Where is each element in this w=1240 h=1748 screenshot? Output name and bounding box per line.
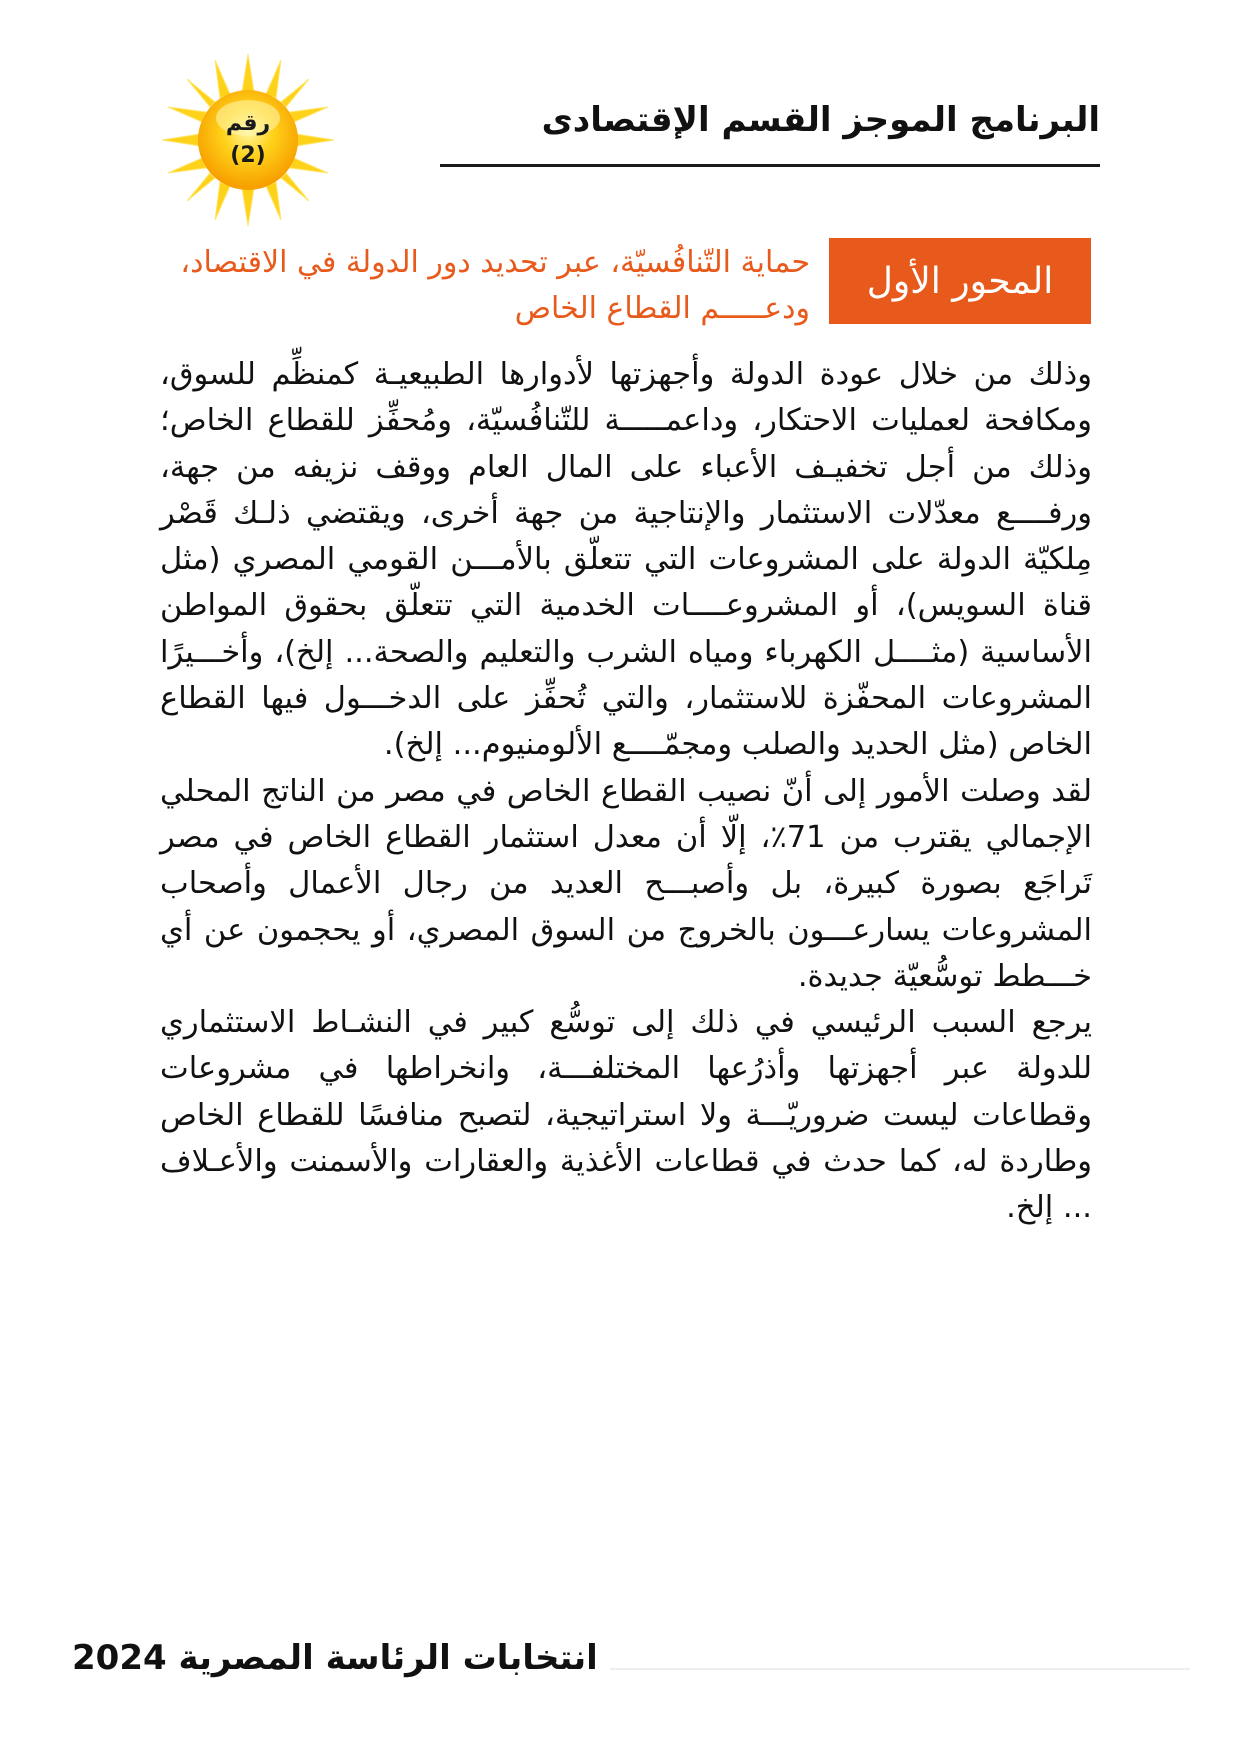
page-title: البرنامج الموجز القسم الإقتصادى: [541, 100, 1100, 140]
badge-number: (2): [230, 143, 266, 168]
body-text: [160, 352, 1092, 1232]
footer-divider: [610, 1668, 1190, 1670]
badge-label: رقم: [225, 111, 271, 136]
paragraph: يرجع السبب الرئيسي في ذلك إلى توسُّع كبير في النشـاط الاستثماري للدولة عبر أجهزتها وأذرُعها المختلفـــة، وانخراطها في مشروعات وقطاعات ليست ضروريّـــة ولا استراتيجية، لتصبح منافسًا للقطاع الخاص وطاردة له، كما حدث في قطاعات الأغذية والعقارات والأسمنت والأعـلاف ... إلخ.: [160, 1005, 1092, 1226]
paragraph: لقد وصلت الأمور إلى أنّ نصيب القطاع الخاص في مصر من الناتج المحلي الإجمالي يقترب من 71٪، إلّا أن معدل استثمار القطاع الخاص في مصر تَراجَع بصورة كبيرة، بل وأصبـــح العديد من رجال الأعمال وأصحاب المشروعات يسارعـــون بالخروج من السوق المصري، أو يحجمون عن أي خـــطط توسُّعيّة جديدة.: [160, 773, 1092, 994]
paragraph: وذلك من خلال عودة الدولة وأجهزتها لأدوارها الطبيعيـة كمنظِّم للسوق، ومكافحة لعمليات الاحتكار، وداعمـــــة للتّنافُسيّة، ومُحفِّز للقطاع الخاص؛ وذلك من أجل تخفيـف الأعباء على المال العام ووقف نزيفه من جهة، ورفــــع معدّلات الاستثمار والإنتاجية من جهة أخرى، ويقتضي ذلـك قَصْر مِلكيّة الدولة على المشروعات التي تتعلّق بالأمـــن القومي المصري (مثل قناة السويس)، أو المشروعــــات الخدمية التي تتعلّق بحقوق المواطن الأساسية (مثــــل الكهرباء ومياه الشرب والتعليم والصحة... إلخ)، وأخـــيرًا المشروعات المحفّزة للاستثمار، والتي تُحفِّز على الدخـــول فيها القطاع الخاص (مثل الحديد والصلب ومجمّــــع الألومنيوم... إلخ).: [160, 357, 1092, 763]
axis-label: المحور الأول: [829, 238, 1091, 324]
footer-title: انتخابات الرئاسة المصرية 2024: [72, 1638, 598, 1678]
section-subtitle: حماية التّنافُسيّة، عبر تحديد دور الدولة في الاقتصاد، ودعـــــم القطاع الخاص: [180, 245, 810, 326]
header-divider: [440, 164, 1100, 167]
sun-badge: [160, 52, 336, 228]
